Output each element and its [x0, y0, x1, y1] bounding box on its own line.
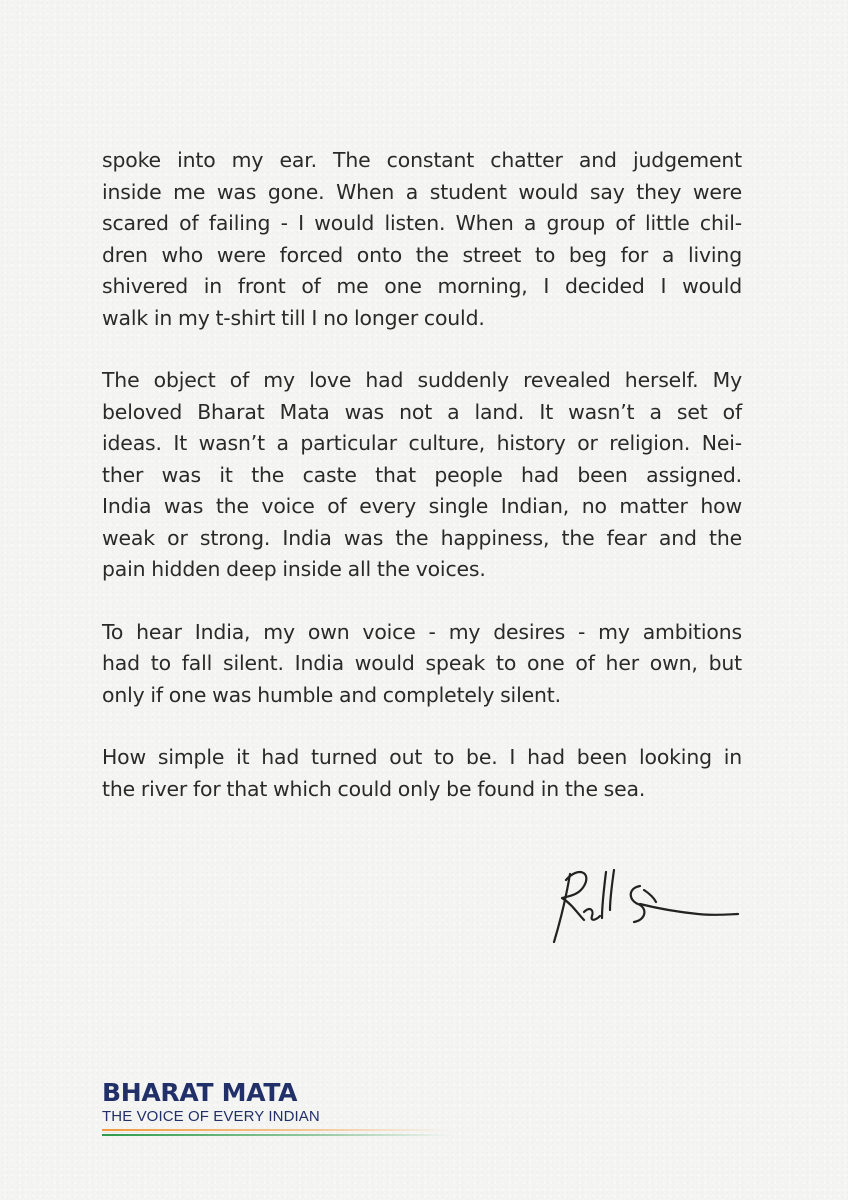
- letter-line: The object of my love had suddenly revealed herself. My: [102, 368, 742, 392]
- brand-tagline: THE VOICE OF EVERY INDIAN: [102, 1108, 320, 1125]
- letter-line: ideas. It wasn’t a particular culture, history or religion. Nei-: [102, 431, 742, 455]
- letter-line: inside me was gone. When a student would say they were: [102, 179, 742, 204]
- brand-title: BHARAT MATA: [102, 1078, 298, 1107]
- letter-body: [102, 145, 742, 836]
- letter-line: dren who were forced onto the street to beg for a living: [102, 242, 742, 267]
- letter-line: pain hidden deep inside all the voices.: [102, 557, 486, 581]
- letter-line: beloved Bharat Mata was not a land. It wasn’t a set of: [102, 399, 742, 424]
- letter-line: India was the voice of every single Indian, no matter how: [102, 494, 742, 518]
- letter-line: scared of failing - I would listen. When a group of little chil-: [102, 211, 742, 235]
- tricolor-stripes: [102, 1129, 452, 1136]
- letter-line: walk in my t-shirt till I no longer could.: [102, 305, 485, 330]
- saffron-stripe: [102, 1129, 452, 1131]
- letter-line: had to fall silent. India would speak to one of her own, but: [102, 651, 742, 675]
- letter-line: To hear India, my own voice - my desires - my ambitions: [102, 619, 742, 644]
- letter-line: spoke into my ear. The constant chatter and judgement: [102, 148, 742, 172]
- handwritten-signature: [548, 858, 744, 948]
- letter-line: shivered in front of me one morning, I decided I would: [102, 274, 742, 298]
- letter-paragraph: [102, 617, 742, 712]
- letter-line: ther was it the caste that people had been assigned.: [102, 462, 742, 487]
- letter-paragraph: [102, 145, 742, 334]
- letter-line: How simple it had turned out to be. I had been looking in: [102, 745, 742, 769]
- letter-paragraph: [102, 365, 742, 586]
- letter-paragraph: [102, 742, 742, 805]
- letter-line: only if one was humble and completely silent.: [102, 682, 561, 707]
- brand-logo: [102, 1080, 462, 1137]
- letter-line: weak or strong. India was the happiness, the fear and the: [102, 525, 742, 550]
- green-stripe: [102, 1134, 452, 1136]
- white-stripe: [102, 1132, 452, 1133]
- letter-line: the river for that which could only be found in the sea.: [102, 776, 646, 801]
